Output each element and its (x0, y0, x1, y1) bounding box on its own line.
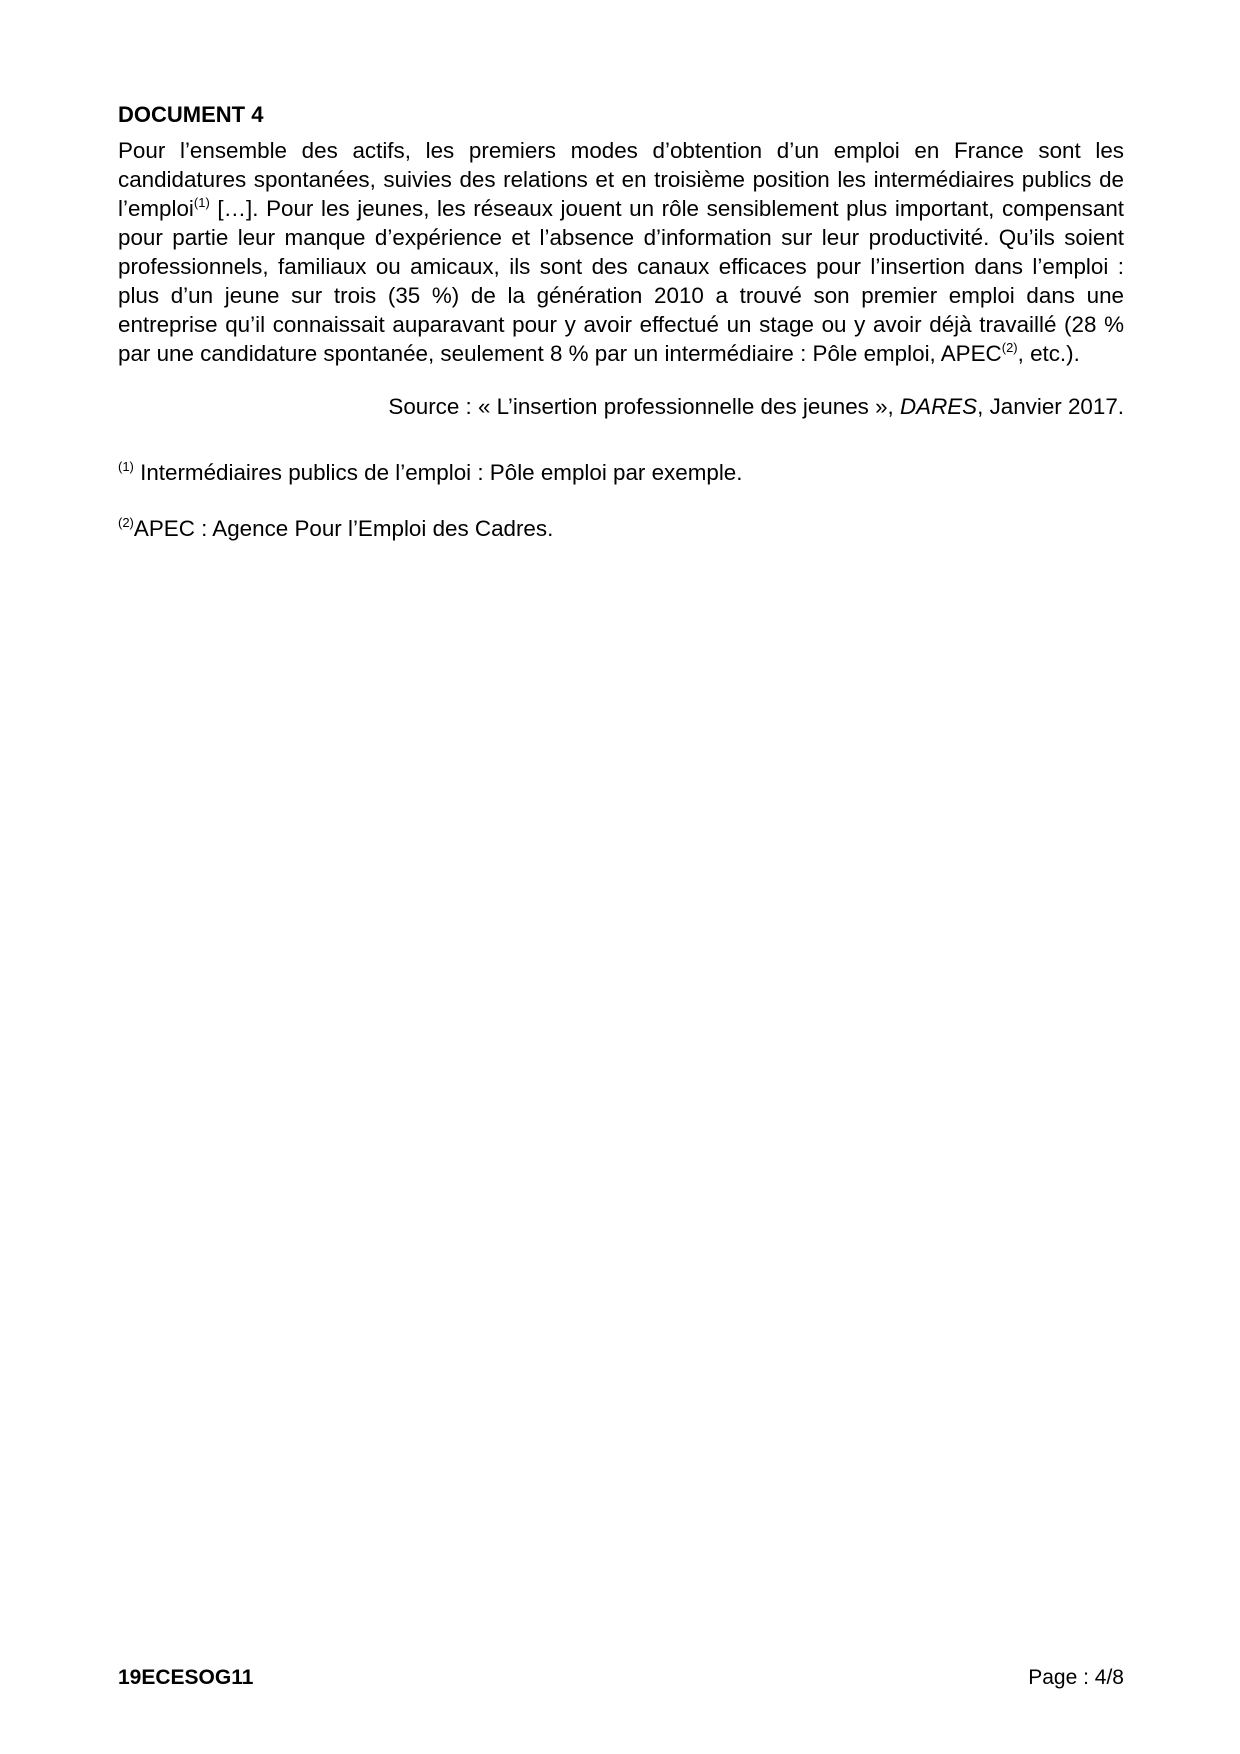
source-publisher: DARES (899, 394, 978, 419)
paragraph-text-part-2: […]. Pour les jeunes, les réseaux jouent un rôle sensiblement plus important, compensant pour partie leur manque d’expérience et l’absence d’information sur leur productivité. Qu’ils soient professionnels, familiaux ou amicaux, ils sont des canaux efficaces pour l’insertion dans l’emploi : plus d’un jeune sur trois (35 %) de la génération 2010 a trouvé son premier emploi dans une entreprise qu’il connaissait auparavant pour y avoir effectué un stage ou y avoir déjà travaillé (28 % par une candidature spontanée, seulement 8 % par un intermédiaire : Pôle emploi, APEC (118, 196, 1124, 366)
document-content (118, 100, 1124, 543)
footnote-2-text: APEC : Agence Pour l’Emploi des Cadres. (133, 516, 554, 541)
source-citation (118, 392, 1124, 421)
footnote-2 (118, 514, 1124, 543)
footnote-ref-1: (1) (193, 195, 210, 210)
source-prefix: Source : « L’insertion professionnelle des jeunes », (388, 394, 900, 419)
footnote-1-marker: (1) (118, 459, 134, 474)
main-paragraph (118, 136, 1124, 368)
footnote-1 (118, 458, 1124, 487)
exam-code: 19ECESOG11 (118, 1666, 254, 1689)
footnote-ref-2: (2) (1001, 340, 1018, 355)
footnote-1-text: Intermédiaires publics de l’emploi : Pôle emploi par exemple. (133, 460, 743, 485)
document-title: DOCUMENT 4 (118, 102, 264, 127)
paragraph-text-part-3: , etc.). (1017, 341, 1080, 366)
paragraph-text-part-1: Pour l’ensemble des actifs, les premiers modes d’obtention d’un emploi en France sont les candidatures spontanées, suivies des relations et en troisième position les intermédiaires publics de l’emploi (118, 138, 1124, 221)
page-footer (118, 1663, 1124, 1693)
footnote-2-marker: (2) (118, 515, 134, 530)
source-suffix: , Janvier 2017. (977, 394, 1124, 419)
page-number: Page : 4/8 (1028, 1666, 1124, 1689)
